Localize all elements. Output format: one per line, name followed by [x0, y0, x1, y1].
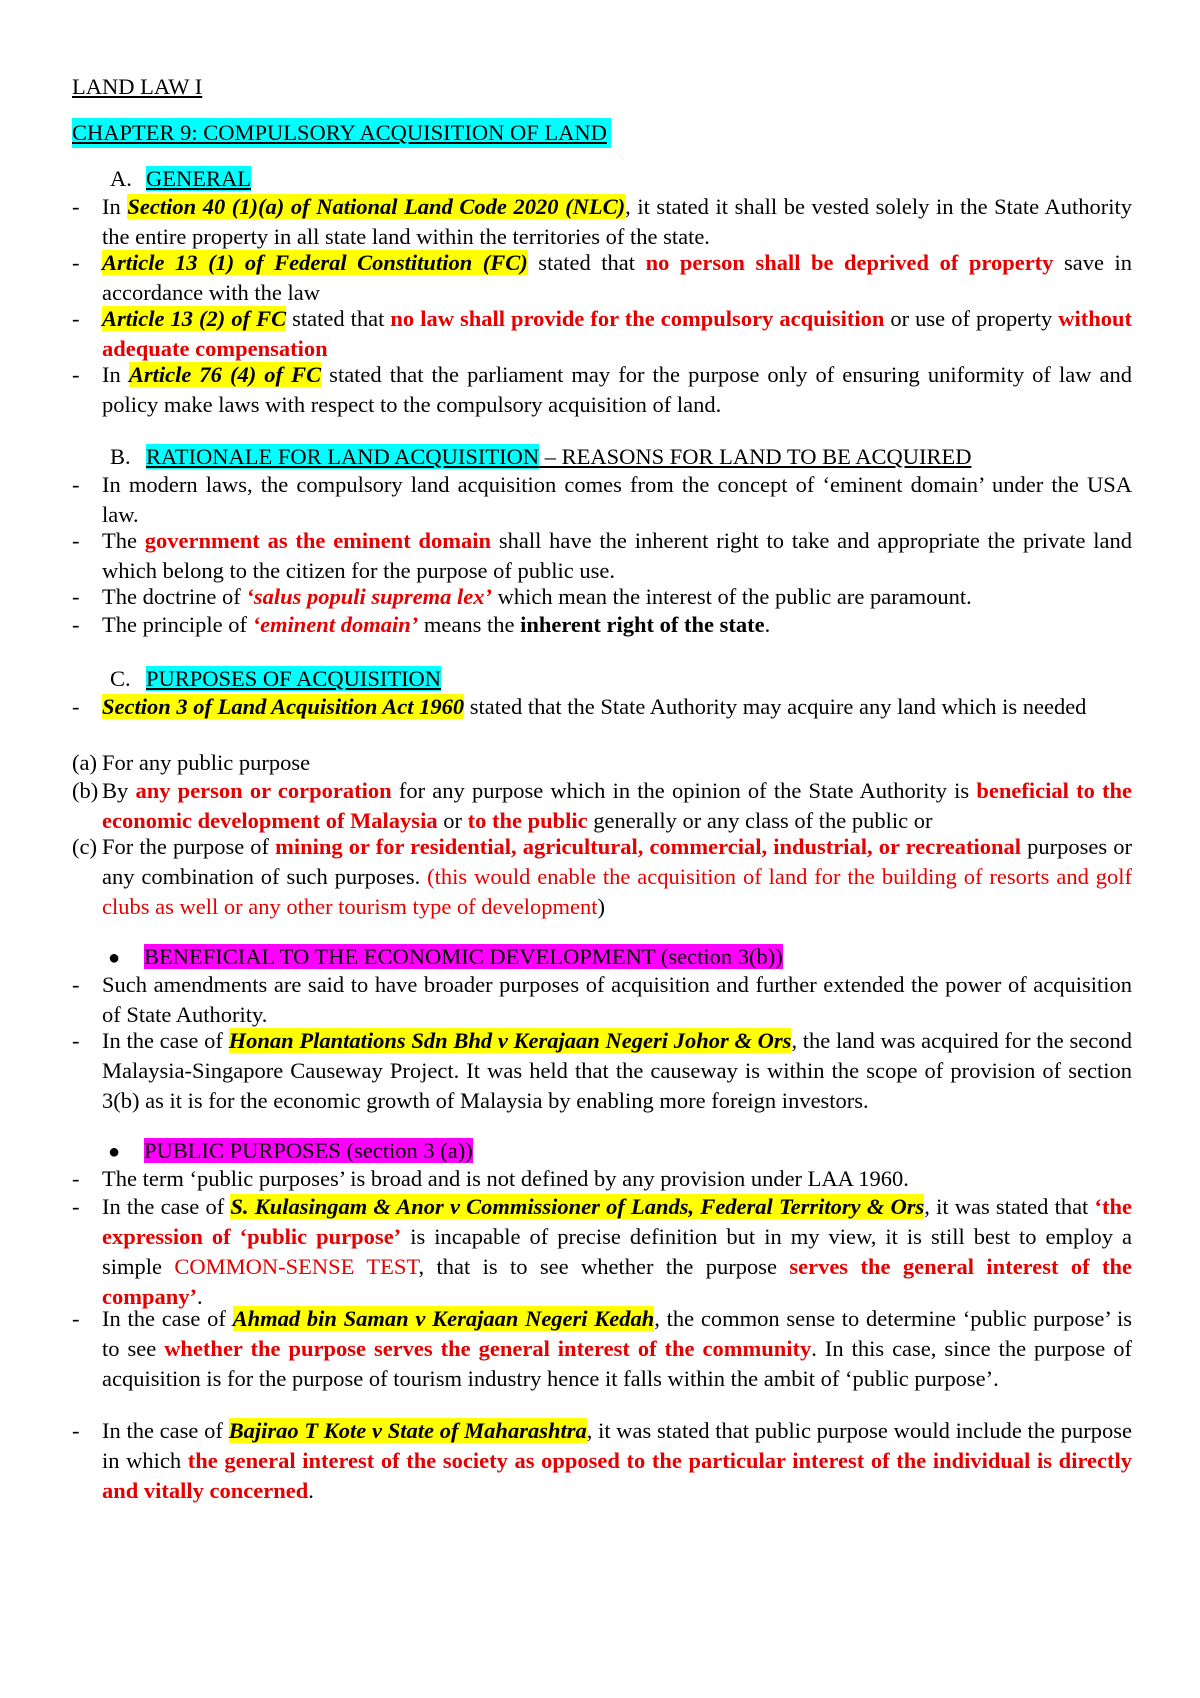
list-item: - In Section 40 (1)(a) of National Land Code 2020 (NLC), it stated it shall be vested solely in the State Authority the entire property in all state land within the territories of the state. — [72, 194, 1132, 249]
bullet-icon: ● — [108, 947, 121, 969]
case-name: Ahmad bin Saman v Kerajaan Negeri Kedah — [232, 1306, 655, 1331]
section-letter: B. — [110, 444, 131, 469]
list-item: - In the case of Honan Plantations Sdn Bhd v Kerajaan Negeri Johor & Ors, the land was acquired for the second Malaysia-Singapore Causeway Project. It was held that the causeway is within the scope of provision of section 3(b) as it is for the economic growth of Malaysia by enabling more foreign investors. — [72, 1028, 1132, 1113]
page-title: LAND LAW I — [72, 74, 203, 99]
case-name: Bajirao T Kote v State of Maharashtra — [228, 1418, 587, 1443]
subsection-title: PUBLIC PURPOSES (section 3 (a)) — [144, 1138, 473, 1163]
section-b-heading — [110, 442, 971, 472]
list-item: - The government as the eminent domain shall have the inherent right to take and appropriate the private land which belong to the citizen for the purpose of public use. — [72, 528, 1132, 583]
section-subtitle: – REASONS FOR LAND TO BE ACQUIRED — [539, 444, 972, 469]
statute-reference: Section 3 of Land Acquisition Act 1960 — [102, 694, 465, 719]
list-item: - Such amendments are said to have broader purposes of acquisition and further extended the power of acquisition of State Authority. — [72, 972, 1132, 1027]
list-item: - In the case of S. Kulasingam & Anor v Commissioner of Lands, Federal Territory & Ors, it was stated that ‘the expression of ‘public purpose’ is incapable of precise definition but in my view, it is still best to employ a simple COMMON-SENSE TEST, that is to see whether the purpose serves the general interest of the company’. — [72, 1194, 1133, 1309]
list-item: - In the case of Bajirao T Kote v State of Maharashtra, it was stated that public purpose would include the purpose in which the general interest of the society as opposed to the particular interest of the individual is directly and vitally concerned. — [72, 1418, 1132, 1503]
case-name: S. Kulasingam & Anor v Commissioner of Lands, Federal Territory & Ors — [230, 1194, 925, 1219]
list-item: - Section 3 of Land Acquisition Act 1960 stated that the State Authority may acquire any land which is needed — [72, 694, 1087, 719]
list-item: - The principle of ‘eminent domain’ means the inherent right of the state. — [72, 612, 771, 637]
subsection-beneficial-heading — [108, 942, 783, 973]
sub-item: (c) For the purpose of mining or for residential, agricultural, commercial, industrial, or recreational purposes or any combination of such purposes. (this would enable the acquisition of land for the building of resorts and golf clubs as well or any other tourism type of development) — [72, 834, 1132, 919]
list-item: - In modern laws, the compulsory land acquisition comes from the concept of ‘eminent domain’ under the USA law. — [72, 472, 1132, 527]
case-name: Honan Plantations Sdn Bhd v Kerajaan Negeri Johor & Ors — [228, 1028, 792, 1053]
statute-reference: Article 13 (2) of FC — [102, 306, 287, 331]
list-item: - In the case of Ahmad bin Saman v Kerajaan Negeri Kedah, the common sense to determine ‘public purpose’ is to see whether the purpose serves the general interest of the community. In this case, since the purpose of acquisition is for the purpose of tourism industry hence it falls within the ambit of ‘public purpose’. — [72, 1306, 1132, 1391]
section-letter: A. — [110, 166, 132, 191]
section-title: GENERAL — [146, 166, 251, 191]
section-title: RATIONALE FOR LAND ACQUISITION — [146, 444, 540, 469]
sub-item-marker: (b) — [72, 778, 99, 803]
statute-reference: Article 13 (1) of Federal Constitution (FC) — [102, 250, 528, 275]
list-item: - In Article 76 (4) of FC stated that the parliament may for the purpose only of ensuring uniformity of law and policy make laws with respect to the compulsory acquisition of land. — [72, 362, 1132, 417]
chapter-heading: CHAPTER 9: COMPULSORY ACQUISITION OF LAND — [72, 118, 611, 148]
statute-reference: Section 40 (1)(a) of National Land Code 2020 (NLC) — [127, 194, 626, 219]
section-letter: C. — [110, 666, 131, 691]
list-item: - The term ‘public purposes’ is broad and is not defined by any provision under LAA 1960. — [72, 1166, 909, 1191]
bullet-icon: ● — [108, 1141, 121, 1163]
subsection-title: BENEFICIAL TO THE ECONOMIC DEVELOPMENT (section 3(b)) — [144, 944, 783, 969]
sub-item-marker: (a) — [72, 750, 97, 775]
section-c-heading — [110, 664, 441, 694]
subsection-public-purposes-heading — [108, 1136, 473, 1167]
list-item: - Article 13 (1) of Federal Constitution (FC) stated that no person shall be deprived of property save in accordance with the law — [72, 250, 1132, 305]
list-item: - The doctrine of ‘salus populi suprema lex’ which mean the interest of the public are paramount. — [72, 584, 972, 609]
section-a-heading — [110, 164, 251, 194]
statute-reference: Article 76 (4) of FC — [128, 362, 322, 387]
sub-item-marker: (c) — [72, 834, 97, 859]
section-title: PURPOSES OF ACQUISITION — [146, 666, 442, 691]
sub-item: (a) For any public purpose — [72, 748, 1132, 778]
list-item: - Article 13 (2) of FC stated that no law shall provide for the compulsory acquisition or use of property without adequate compensation — [72, 306, 1132, 361]
sub-item: (b) By any person or corporation for any purpose which in the opinion of the State Authority is beneficial to the economic development of Malaysia or to the public generally or any class of the public or — [72, 778, 1133, 833]
